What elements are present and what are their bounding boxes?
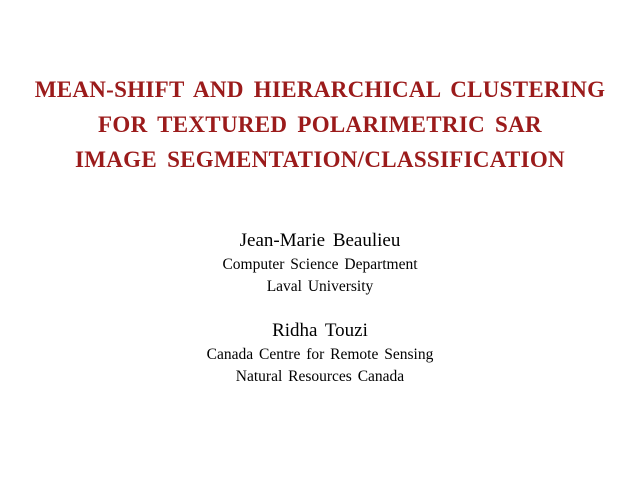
title-line-3: IMAGE SEGMENTATION/CLASSIFICATION xyxy=(75,147,565,172)
author-2-institution: Natural Resources Canada xyxy=(235,368,405,385)
author-2-department: Canada Centre for Remote Sensing xyxy=(206,346,434,363)
author-block-2 xyxy=(0,318,640,388)
title-line-1: MEAN-SHIFT AND HIERARCHICAL CLUSTERING xyxy=(34,77,606,102)
author-1-institution: Laval University xyxy=(266,278,374,295)
author-1-department: Computer Science Department xyxy=(222,256,418,273)
author-name-1: Jean-Marie Beaulieu xyxy=(239,230,401,251)
title-line-2: FOR TEXTURED POLARIMETRIC SAR xyxy=(98,112,542,137)
slide-title xyxy=(0,72,640,177)
author-name-2: Ridha Touzi xyxy=(272,320,368,341)
author-block-1 xyxy=(0,228,640,298)
